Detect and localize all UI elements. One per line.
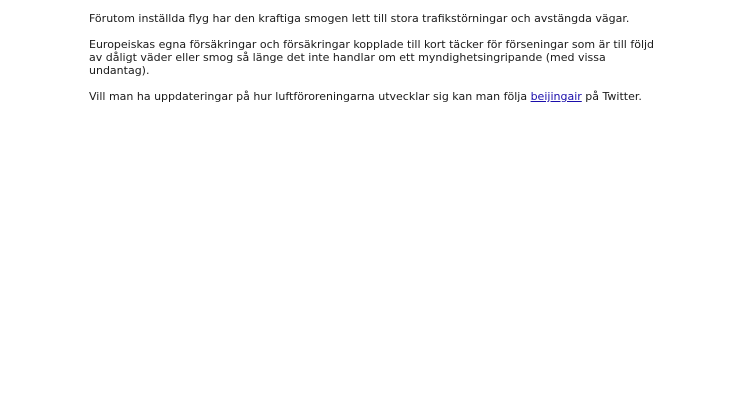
article-body — [89, 12, 669, 116]
paragraph-twitter-lead: Vill man ha uppdateringar på hur luftföroreningarna utvecklar sig kan man följa — [89, 90, 531, 103]
paragraph-twitter — [89, 90, 669, 103]
paragraph-insurance: Europeiskas egna försäkringar och försäkringar kopplade till kort täcker för förseningar som är till följd av dåligt väder eller smog så länge det inte handlar om ett myndighetsingripande (med vissa undantag). — [89, 38, 655, 77]
paragraph-traffic: Förutom inställda flyg har den kraftiga smogen lett till stora trafikstörningar och avstängda vägar. — [89, 12, 630, 25]
paragraph-twitter-tail: på Twitter. — [581, 90, 642, 103]
beijingair-link[interactable]: beijingair — [530, 90, 582, 103]
